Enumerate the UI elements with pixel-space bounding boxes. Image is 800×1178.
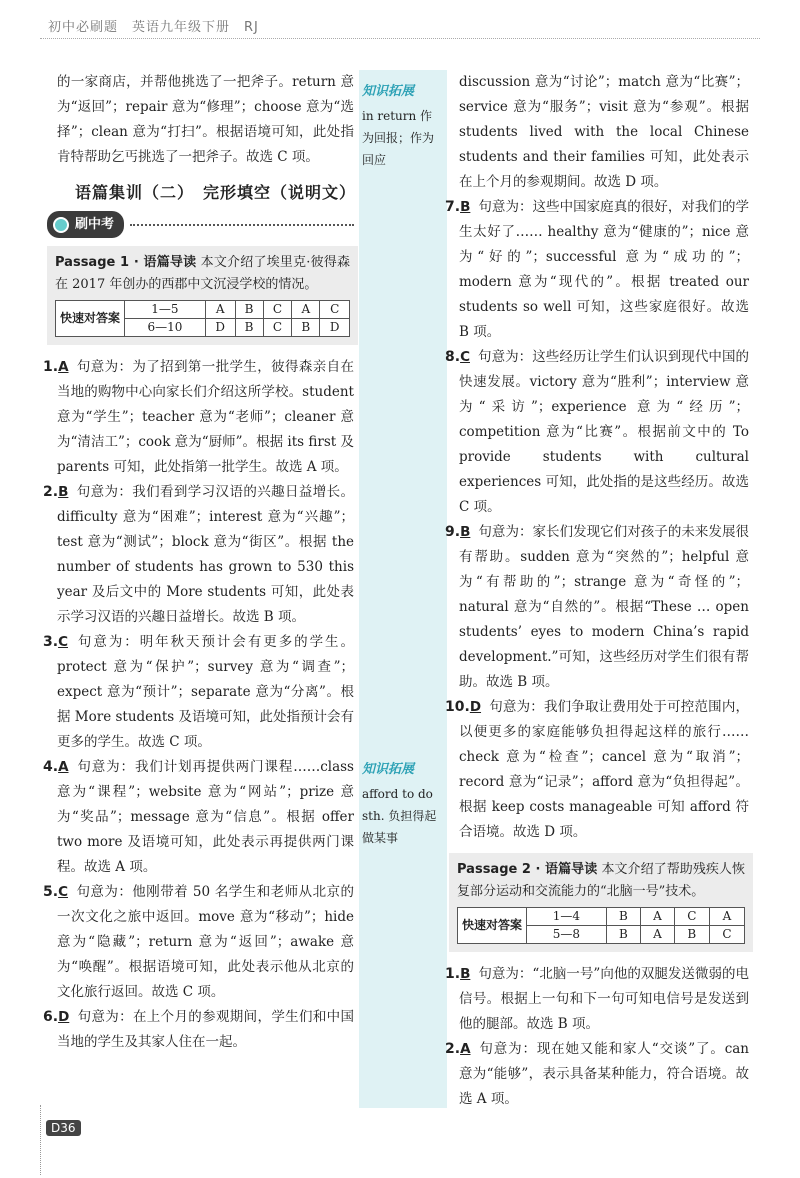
item-number: 2.: [445, 1041, 461, 1057]
item-explanation: 句意为：我们看到学习汉语的兴趣日益增长。difficulty 意为“困难”；interest 意为“兴趣”；test 意为“测试”；block 意为“街区”。根据 the number of students has grown to 530 this year 及后文中的 More students 可知，此处表示学习汉语的兴趣日益增长。故选 B 项。: [57, 484, 354, 625]
answer-item: [43, 1005, 354, 1055]
item-answer: B: [460, 524, 471, 540]
answer-cell: A: [205, 301, 235, 319]
exam-badge: [47, 211, 124, 238]
item-number: 7.: [445, 199, 461, 215]
item-number: 3.: [43, 634, 59, 650]
item-explanation: 句意为：为了招到第一批学生，彼得森亲自在当地的购物中心向家长们介绍这所学校。student 意为“学生”；teacher 意为“老师”；cleaner 意为“清洁工”；cook 意为“厨师”。根据 its first 及 parents 可知，此处指第一批学生。故选 A 项。: [57, 359, 354, 475]
answer-key-label: 快速对答案: [56, 301, 125, 337]
passage-2-box: [449, 853, 753, 952]
item-answer: D: [58, 1009, 70, 1025]
passage-1-box: [47, 246, 358, 345]
item-number: 2.: [43, 484, 59, 500]
answer-item: [43, 355, 354, 480]
item-explanation: 句意为：这些中国家庭真的很好，对我们的学生太好了…… healthy 意为“健康的”；nice 意为“好的”；successful 意为“成功的”；modern 意为“现代的”。根据 treated our students so well 可知，这些家庭很好。故选 B 项。: [459, 199, 749, 340]
item-answer: B: [460, 966, 471, 982]
badge-row: [47, 211, 354, 238]
answer-cell: C: [320, 301, 350, 319]
answer-cell: B: [235, 301, 263, 319]
item-answer: A: [460, 1041, 471, 1057]
answer-item: [43, 755, 354, 880]
section-title: 语篇集训（二） 完形填空（说明文）: [75, 183, 357, 202]
item-number: 10.: [445, 699, 470, 715]
item-answer: A: [58, 759, 69, 775]
badge-label: 刷中考: [75, 217, 115, 232]
table-row: [56, 301, 350, 319]
answer-cell: A: [641, 926, 675, 944]
item-answer: C: [460, 349, 470, 365]
dotted-divider: [130, 224, 354, 226]
passage-title: Passage 1 · 语篇导读: [55, 255, 197, 270]
item-number: 8.: [445, 349, 461, 365]
item-explanation: 句意为：我们争取让费用处于可控范围内，以便更多的家庭能够负担得起这样的旅行…… check 意为“检查”；cancel 意为“取消”；record 意为“记录”；afford 意为“负担得起”。根据 keep costs manageable 可知 afford 符合语境。故选 D 项。: [459, 699, 749, 840]
answer-item: [445, 962, 749, 1037]
item-number: 4.: [43, 759, 59, 775]
page-number: D36: [46, 1120, 81, 1136]
answer-key-table: [457, 907, 745, 944]
answer-item: [43, 880, 354, 1005]
item-number: 1.: [445, 966, 461, 982]
answer-cell: C: [709, 926, 744, 944]
sidebar-note-2: [362, 758, 442, 849]
range-cell: 1—4: [527, 908, 607, 926]
answer-item: [43, 630, 354, 755]
answer-cell: B: [674, 926, 709, 944]
answer-item: [445, 195, 749, 345]
right-column: [445, 70, 749, 1112]
item-answer: B: [58, 484, 69, 500]
answer-cell: A: [641, 908, 675, 926]
answer-cell: B: [606, 908, 640, 926]
answer-cell: C: [263, 301, 292, 319]
item-explanation: 句意为：我们计划再提供两门课程……class 意为“课程”；website 意为“网站”；prize 意为“奖品”；message 意为“信息”。根据 offer two more 及语境可知，此处表示再提供两门课程。故选 A 项。: [57, 759, 354, 875]
item-explanation: 句意为：家长们发现它们对孩子的未来发展很有帮助。sudden 意为“突然的”；helpful 意为“有帮助的”；strange 意为“奇怪的”；natural 意为“自然的”。根据“These … open students’ eyes to modern China’s rapid development.”可知，这些经历对学生们很有帮助。故选 B 项。: [459, 524, 749, 690]
answer-cell: B: [606, 926, 640, 944]
answer-item: [445, 345, 749, 520]
running-header: 初中必刷题 英语九年级下册 RJ: [48, 20, 259, 35]
range-cell: 5—8: [527, 926, 607, 944]
answer-item: [445, 520, 749, 695]
badge-logo-icon: [53, 217, 69, 233]
answer-cell: D: [320, 319, 350, 337]
passage-title: Passage 2 · 语篇导读: [457, 862, 598, 877]
item-answer: D: [469, 699, 482, 715]
sidebar-strip: [359, 70, 447, 1108]
sidebar-note-body: in return 作为回报；作为回应: [362, 109, 435, 167]
answer-cell: D: [205, 319, 235, 337]
answer-cell: A: [292, 301, 320, 319]
item-explanation: 句意为：“北脑一号”向他的双腿发送微弱的电信号。根据上一句和下一句可知电信号是发送到他的腿部。故选 B 项。: [459, 966, 749, 1032]
header-divider: [40, 38, 760, 39]
answer-cell: B: [292, 319, 320, 337]
page-edge-dotted-line: [40, 1105, 41, 1175]
item-answer: A: [58, 359, 69, 375]
item-explanation: 句意为：明年秋天预计会有更多的学生。protect 意为“保护”；survey 意为“调查”；expect 意为“预计”；separate 意为“分离”。根据 More students 及语境可知，此处指预计会有更多的学生。故选 C 项。: [57, 634, 354, 750]
sidebar-note-body: afford to do sth. 负担得起做某事: [362, 787, 437, 845]
item-answer: B: [460, 199, 471, 215]
answer-item: [445, 695, 749, 845]
answer-cell: C: [263, 319, 292, 337]
item-number: 9.: [445, 524, 461, 540]
answer-cell: A: [709, 908, 744, 926]
item-answer: C: [58, 634, 68, 650]
sidebar-note-heading: 知识拓展: [362, 762, 415, 777]
item-number: 5.: [43, 884, 59, 900]
sidebar-note-heading: 知识拓展: [362, 84, 415, 99]
item-explanation: 句意为：这些经历让学生们认识到现代中国的快速发展。victory 意为“胜利”；interview 意为“采访”；experience 意为“经历”；competition 意为“比赛”。根据前文中的 To provide students with cultural experiences 可知，此处指的是这些经历。故选 C 项。: [459, 349, 749, 515]
continued-text: 的一家商店，并帮他挑选了一把斧子。return 意为“返回”；repair 意为“修理”；choose 意为“选择”；clean 意为“打扫”。根据语境可知，此处指肯特帮助乞丐挑选了一把斧子。故选 C 项。: [57, 74, 354, 165]
item-answer: C: [58, 884, 68, 900]
table-row: [458, 908, 745, 926]
answer-cell: C: [674, 908, 709, 926]
range-cell: 1—5: [125, 301, 206, 319]
answer-item: [43, 480, 354, 630]
answer-cell: B: [235, 319, 263, 337]
answer-key-label: 快速对答案: [458, 908, 527, 944]
item-number: 6.: [43, 1009, 59, 1025]
answer-item: [445, 1037, 749, 1112]
item-explanation: 句意为：现在她又能和家人“交谈”了。can 意为“能够”，表示具备某种能力，符合语境。故选 A 项。: [459, 1041, 749, 1107]
sidebar-note-1: [362, 80, 442, 171]
range-cell: 6—10: [125, 319, 206, 337]
item-explanation: 句意为：在上个月的参观期间，学生们和中国当地的学生及其家人住在一起。: [57, 1009, 354, 1050]
answer-key-table: [55, 300, 350, 337]
item-number: 1.: [43, 359, 59, 375]
passage-summary: 本文介绍了帮助残疾人恢复部分运动和交流能力的“北脑一号”技术。: [457, 862, 745, 899]
item-explanation: 句意为：他刚带着 50 名学生和老师从北京的一次文化之旅中返回。move 意为“移动”；hide 意为“隐藏”；return 意为“返回”；awake 意为“唤醒”。根据语境可知，此处表示他从北京的文化旅行返回。故选 C 项。: [57, 884, 354, 1000]
continued-text: discussion 意为“讨论”；match 意为“比赛”；service 意为“服务”；visit 意为“参观”。根据 students lived with the local Chinese students and their families 可知，此处表示在上个月的参观期间。故选 D 项。: [459, 74, 749, 190]
left-column: [43, 70, 357, 1055]
passage-summary: 本文介绍了埃里克·彼得森在 2017 年创办的西郡中文沉浸学校的情况。: [55, 255, 350, 292]
